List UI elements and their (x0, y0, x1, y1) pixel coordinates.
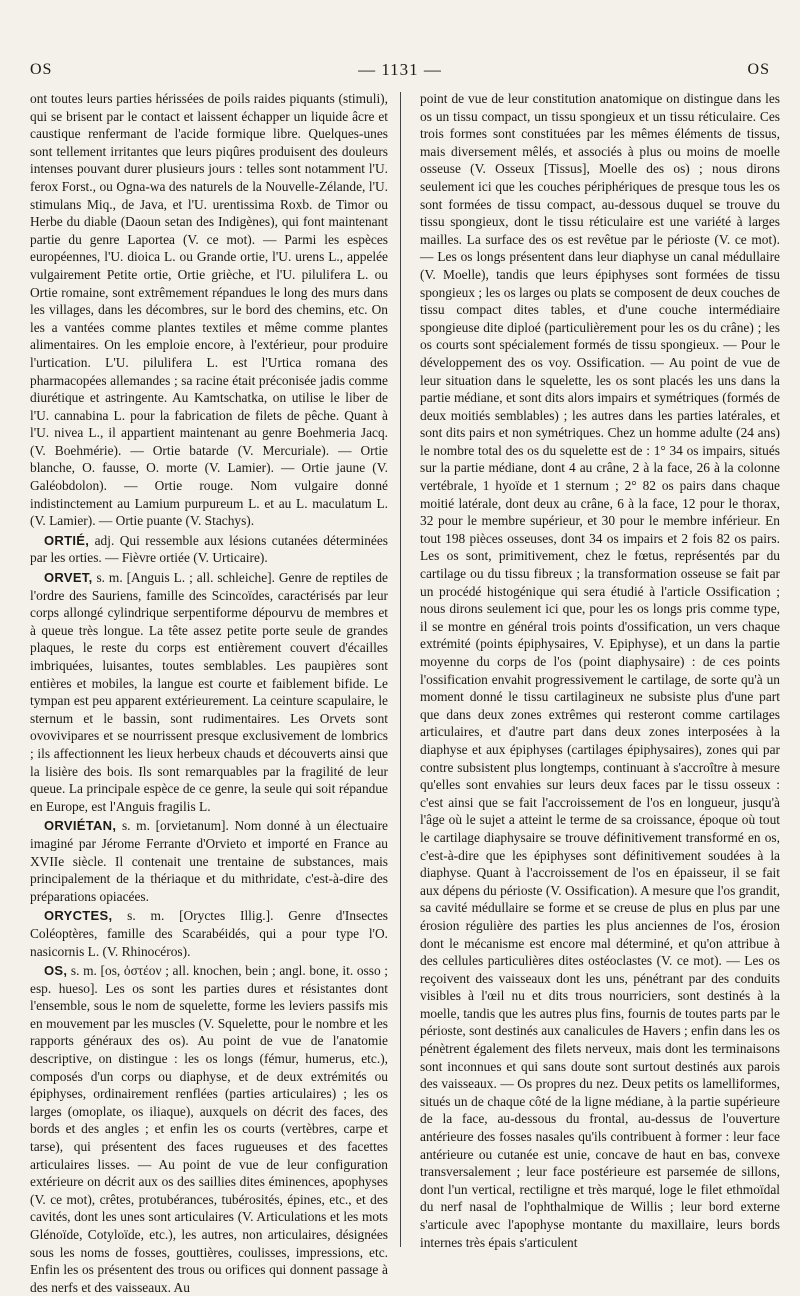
entry-ortie (30, 532, 388, 567)
entry-orvietan (30, 817, 388, 905)
os-continued-paragraph: point de vue de leur constitution anatomique on distingue dans les os un tissu compact, un tissu spongieux et un tissu réticulaire. Ces trois formes sont constituées par les mêmes éléments de tissus, mais diversement mêlés, et associés à plus ou moins de moelle osseuse (V. Osseux [Tissus], Moelle des os) ; nous dirons seulement ici que les couches périphériques de presque tous les os sont formées de tissu compact, au-dessous duquel se trouve du tissu spongieux, dont le tissu réticulaire est une variété à larges mailles. La surface des os est revêtue par le périoste (V. ce mot). — Les os longs présentent dans leur diaphyse un canal médullaire (V. Moelle), tandis que leurs épiphyses sont formées de tissu spongieux ; les os larges ou plats se composent de deux couches de tissu compact dites tables, et d'une couche intermédiaire spongieuse dite diploé (particulièrement pour les os du crâne) ; les os courts sont spécialement formés de tissu spongieux. — Pour le développement des os voy. Ossification. — Au point de vue de leur situation dans le squelette, les os sont placés les uns dans la partie médiane, et sont dits alors impairs et symétriques (formés de deux moitiés semblables) ; les autres dans les parties latérales, et sont dits pairs et non symétriques. Chez un homme adulte (24 ans) le nombre total des os du squelette est de : 1° 34 os impairs, situés sur la partie médiane, dont 4 au crâne, 2 à la face, 26 à la colonne vertébrale, 1 hyoïde et 1 sternum ; 2° 82 os pairs dans chaque moitié latérale, dont deux au crâne, 6 à la face, 12 pour le thorax, 32 pour le membre supérieur, et 30 pour le membre inférieur. En tout 198 pièces osseuses, dont 34 os impairs et 2 fois 82 os pairs. Les os sont, primitivement, chez le fœtus, représentés par du cartilage ou du tissu fibreux ; la transformation osseuse se fait par un procédé histogénique qui sera étudié à l'article Ossification ; nous dirons seulement ici que, pour les os longs pris comme type, il se montre en général trois points d'ossification, un vers chaque extrémité (points épiphysaires, V. Epiphyse), et un dans la partie moyenne du corps de l'os (point diaphysaire) : de ces points l'ossification envahit progressivement le cartilage, de sorte qu'à un moment donné le tissu cartilagineux ne subsiste plus d'une part que dans deux zones extrêmes qui resteront comme cartilages articulaires, et d'autre part dans deux zones interposées à la diaphyse et aux épiphyses (cartilages épiphysaires), zones qui par contre subsistent plus longtemps, continuant à s'accroître à mesure qu'elles sont envahies sur leurs deux faces par le tissu osseux : c'est ainsi que se fait l'accroissement de l'os en longueur, jusqu'à l'âge où le sujet a atteint le terme de sa croissance, époque où tout le cartilage diaphysaire se trouve définitivement transformé en os, c'est-à-dire que les épiphyses sont définitivement soudées à la diaphyse. Quant à l'accroissement de l'os en épaisseur, il se fait aux dépens du périoste (V. Ossification). A mesure que l'os grandit, sa cavité médullaire se forme et se creuse de plus en plus par une érosion régulière des parties les plus anciennes de l'os, érosion dont le mécanisme est encore mal déterminé, et qu'on attribue à des cellules particulières dites ostéoclastes (V. ce mot). — Les os reçoivent des vaisseaux dont les uns, pénétrant par des conduits visibles à l'œil nu et dits trous nourriciers, sont destinés à la moelle, tandis que les autres plus fins, fournis de toutes parts par le périoste, sont destinés aux canalicules de Havers ; enfin dans les os pénètrent également des filets nerveux, mais dont les terminaisons sont inconnues et qui sans doute sont surtout destinés aux parois des vaisseaux. — Os propres du nez. Deux petits os lamelliformes, situés un de chaque côté de la ligne médiane, à la partie supérieure de la face, au-dessous du frontal, au-dessus de l'ouverture antérieure des fosses nasales qu'ils contribuent à former : leur face antérieure ou cutanée est unie, concave de haut en bas, convexe transversalement ; leur face postérieure est parsemée de sillons, dont l'un vertical, rectiligne et très marqué, loge le filet ethmoïdal du nerf nasal de l'ophthalmique de Willis ; leur bord externe s'articule avec l'apophyse montante du maxillaire, leurs bords internes très épais s'articulent (420, 91, 780, 1250)
header-right-word: OS (747, 61, 770, 78)
headword-ortie: ORTIÉ, (44, 532, 90, 548)
column-divider (400, 92, 401, 1247)
entry-oryctes-body: s. m. [Oryctes Illig.]. Genre d'Insectes Coléoptères, famille des Scarabéidés, qui a pour type l'O. nasicornis L. (V. Rhinocéros). (30, 908, 388, 959)
entry-orvietan-body: s. m. [orvietanum]. Nom donné à un électuaire imaginé par Jérome Ferrante d'Orvieto et importé en France au XVIIe siècle. Il contenait une trentaine de substances, mais principalement de la thériaque et du mithridate, c'est-à-dire des préparations opiacées. (30, 818, 388, 904)
page-number: — 1131 — (358, 60, 442, 79)
page-header (30, 58, 770, 82)
headword-oryctes: ORYCTES, (44, 908, 113, 924)
entry-orvet (30, 569, 388, 815)
entry-oryctes (30, 907, 388, 960)
entry-ortie-body: adj. Qui ressemble aux lésions cutanées déterminées par les orties. — Fièvre ortiée (V. Urticaire). (30, 532, 388, 566)
entry-os-body: s. m. [os, ὀστέον ; all. knochen, bein ; angl. bone, it. osso ; esp. hueso]. Les os sont les parties dures et résistantes dont l'ensemble, sous le nom de squelette, forme les leviers passifs mis en mouvement par les muscles (V. Squelette, pour le nombre et les rapports généraux des os). Au point de vue de l'anatomie descriptive, on distingue : les os longs (fémur, humerus, etc.), composés d'un corps ou diaphyse, et de deux extrémités ou épiphyses, ordinairement renflées (parties articulaires) ; les os larges (omoplate, os iliaque), auxquels on décrit des faces, des bords et des angles ; et enfin les os courts (vertèbres, carpe et tarse), qui présentent des faces rugueuses et des facettes articulaires lisses. — Au point de vue de leur configuration extérieure on décrit aux os des saillies dites éminences, apophyses (V. ce mot), crêtes, protubérances, tubérosités, épines, etc., et des cavités, dont les unes sont articulaires (V. Articulations et les mots Glénoïde, Cotyloïde, etc.), les autres, non articulaires, désignées sous les noms de fosses, gouttières, coulisses, impressions, etc. Enfin les os présentent des trous ou orifices qui donnent passage à des nerfs et des vaisseaux. Au (30, 963, 388, 1295)
headword-os: OS, (44, 963, 68, 979)
headword-orvietan: ORVIÉTAN, (44, 818, 117, 834)
entry-os (30, 962, 388, 1296)
entry-orvet-body: s. m. [Anguis L. ; all. schleiche]. Genre de reptiles de l'ordre des Sauriens, famille des Scincoïdes, caractérisés par leur corps allongé cylindrique serpentiforme dépourvu de membres et à queue très longue. La tête assez petite porte seule de grandes plaques, le reste du corps est entièrement couvert d'écailles imbriquées, luisantes, toutes semblables. Les paupières sont entières et mobiles, la langue est courte et faiblement bifide. Le tympan est peu apparent extérieurement. La ceinture scapulaire, le sternum et le bassin, sont rudimentaires. Les Orvets sont ovovivipares et se nourrissent presque exclusivement de lombrics ; ils affectionnent les lieux herbeux chauds et découverts ainsi que la lisière des bois. Ils sont remarquables par la fragilité de leur queue. La principale espèce de ce genre, la seule qui soit répandue en Europe, est l'Anguis fragilis L. (30, 570, 388, 814)
headword-orvet: ORVET, (44, 570, 93, 586)
right-column (420, 90, 780, 1251)
left-column (30, 90, 388, 1296)
header-left-word: OS (30, 61, 53, 78)
continued-paragraph: ont toutes leurs parties hérissées de poils raides piquants (stimuli), qui se brisent par le contact et laissent échapper un liquide âcre et caustique renfermant de l'acide formique libre. Quelques-unes sont tellement irritantes que leurs piqûres produisent des douleurs intenses pouvant durer plusieurs jours : telles sont notamment l'U. ferox Forst., ou Ogna-wa des naturels de la Nouvelle-Zélande, l'U. stimulans Miq., de Java, et l'U. urentissima Roxb. de Timor ou Herbe du diable (Daoun setan des Indigènes), qui font maintenant partie du genre Laportea (V. ce mot). — Parmi les espèces européennes, l'U. dioica L. ou Grande ortie, l'U. urens L., appelée vulgairement Petite ortie, Ortie grièche, et l'U. pilulifera L. ou Ortie romaine, sont extrêmement répandues le long des murs dans les villages, dans les décombres, sur le bord des chemins, etc. On les a vantées comme plantes textiles et même comme plantes alimentaires. On les emploie encore, à l'extérieur, pour produire l'urtication. L'U. pilulifera L. est l'Urtica romana des pharmacopées allemandes ; sa racine était préconisée jadis comme diurétique et astringente. Au Kamtschatka, on utilise le liber de l'U. cannabina L. pour la fabrication de filets de pêche. Quant à l'U. nivea L., il appartient maintenant au genre Boehmeria Jacq. (V. Boehmérie). — Ortie batarde (V. Mercuriale). — Ortie blanche, O. fausse, O. morte (V. Lamier). — Ortie jaune (V. Galéobdolon). — Ortie rouge. Nom vulgaire donné indistinctement au Lamium purpureum L. et au L. maculatum L. (V. Lamier). — Ortie puante (V. Stachys). (30, 91, 388, 529)
